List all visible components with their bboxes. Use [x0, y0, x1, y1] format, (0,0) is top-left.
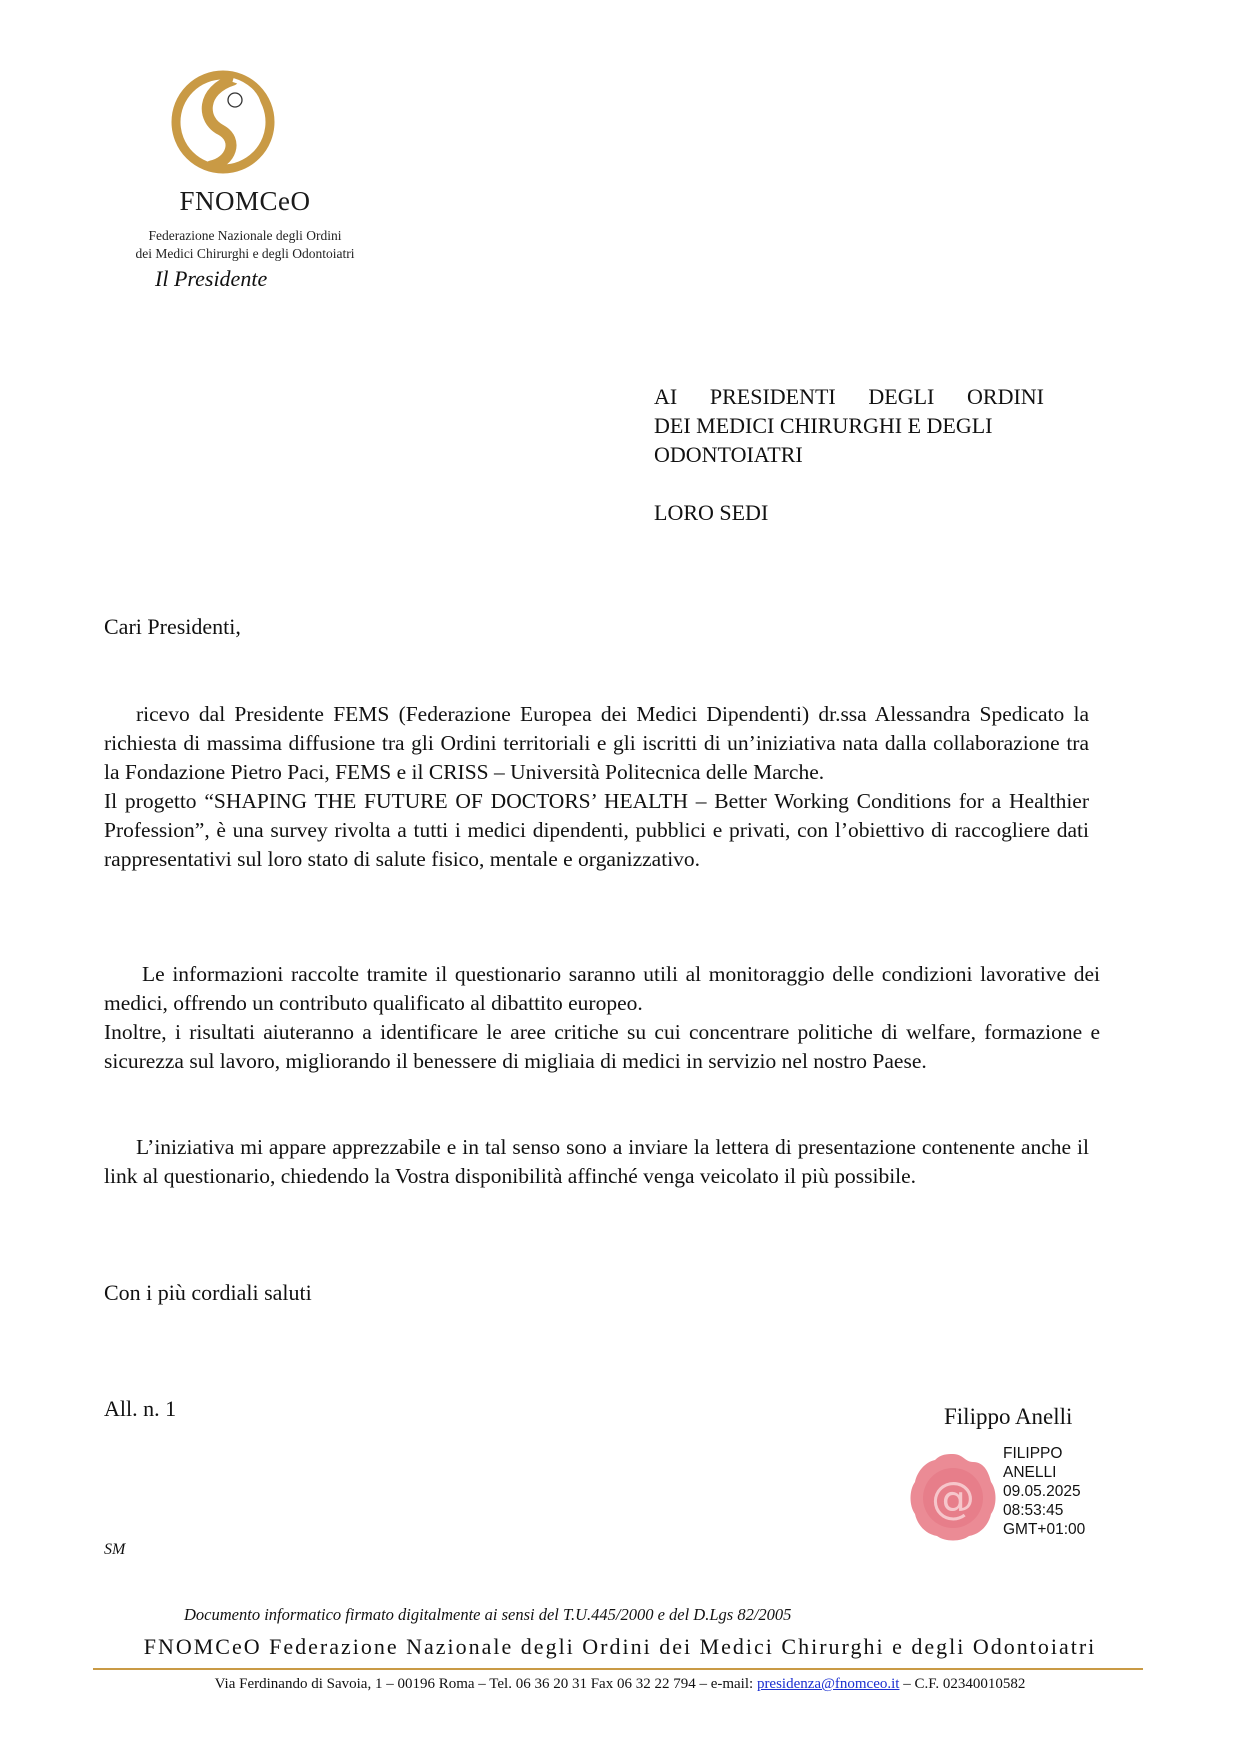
paragraph-text: Il progetto “SHAPING THE FUTURE OF DOCTORS’ HEALTH – Better Working Conditions for a Healthier Profession”, è una survey rivolta a tutti i medici dipendenti, pubblici e privati, con l’obiettivo di raccogliere dati rappresentativi sul loro stato di salute fisico, mentale e organizzativo.: [104, 789, 1089, 871]
paragraph-text: ricevo dal Presidente FEMS (Federazione Europea dei Medici Dipendenti) dr.ssa Alessandra Spedicato la richiesta di massima diffusione tra gli Ordini territoriali e gli iscritti di un’iniziativa nata dalla collaborazione tra la Fondazione Pietro Paci, FEMS e il CRISS – Università Politecnica delle Marche.: [104, 702, 1089, 784]
paragraph-text: Le informazioni raccolte tramite il questionario saranno utili al monitoraggio delle condizioni lavorative dei medici, offrendo un contributo qualificato al dibattito europeo.: [104, 962, 1100, 1015]
org-name-line2: dei Medici Chirurghi e degli Odontoiatri: [135, 246, 355, 261]
addressee-line4: LORO SEDI: [654, 500, 769, 525]
org-name-line1: Federazione Nazionale degli Ordini: [148, 228, 342, 243]
org-acronym: FNOMCeO: [179, 186, 311, 216]
addressee-line3: ODONTOIATRI: [654, 442, 803, 467]
paragraph-text: Inoltre, i risultati aiuteranno a identificare le aree critiche su cui concentrare politiche di welfare, formazione e sicurezza sul lavoro, migliorando il benessere di migliaia di medici in servizio nel nostro Paese.: [104, 1020, 1100, 1073]
digital-signature-legal-note: Documento informatico firmato digitalmente ai sensi del T.U.445/2000 e del D.Lgs 82/2005: [184, 1605, 792, 1624]
svg-text:@: @: [931, 1473, 975, 1524]
addressee-line2: DEI MEDICI CHIRURGHI E DEGLI: [654, 413, 993, 438]
footer-divider: [93, 1668, 1143, 1670]
paragraph-text: L’iniziativa mi appare apprezzabile e in tal senso sono a inviare la lettera di presentazione contenente anche il link al questionario, chiedendo la Vostra disponibilità affinché venga veicolato il più possibile.: [104, 1135, 1089, 1188]
digital-signature-seal: [905, 1450, 1001, 1546]
footer-address: Via Ferdinando di Savoia, 1 – 00196 Roma – Tel. 06 36 20 31 Fax 06 32 22 794 – e-mail:: [214, 1676, 757, 1692]
signature-name-first: FILIPPO: [1003, 1445, 1063, 1462]
email-link[interactable]: presidenza@fnomceo.it: [756, 1676, 900, 1692]
logo-emblem-icon: [171, 70, 275, 174]
signature-time: 08:53:45: [1003, 1502, 1064, 1519]
body-paragraph-1: [104, 700, 1089, 874]
greeting: Cari Presidenti,: [104, 614, 241, 639]
signature-details: [1003, 1444, 1085, 1539]
footer-contact: [100, 1676, 1140, 1693]
addressee-line1: AI PRESIDENTI DEGLI ORDINI: [654, 384, 1044, 409]
fnomceo-logo: [171, 70, 275, 174]
signature-date: 09.05.2025: [1003, 1483, 1081, 1500]
footer-fiscal-code: – C.F. 02340010582: [899, 1676, 1026, 1692]
president-title: Il Presidente: [155, 266, 268, 291]
author-initials: SM: [104, 1541, 126, 1558]
signature-name-last: ANELLI: [1003, 1464, 1057, 1481]
body-paragraph-3: [104, 1133, 1089, 1191]
signature-timezone: GMT+01:00: [1003, 1521, 1086, 1538]
attachment-note: All. n. 1: [104, 1396, 177, 1421]
signer-name: Filippo Anelli: [944, 1404, 1073, 1429]
body-paragraph-2: [104, 960, 1100, 1076]
footer-org-name: FNOMCeO Federazione Nazionale degli Ordini dei Medici Chirurghi e degli Odontoiatri: [143, 1634, 1097, 1659]
seal-at-icon: [905, 1450, 1001, 1546]
closing: Con i più cordiali saluti: [104, 1280, 312, 1305]
